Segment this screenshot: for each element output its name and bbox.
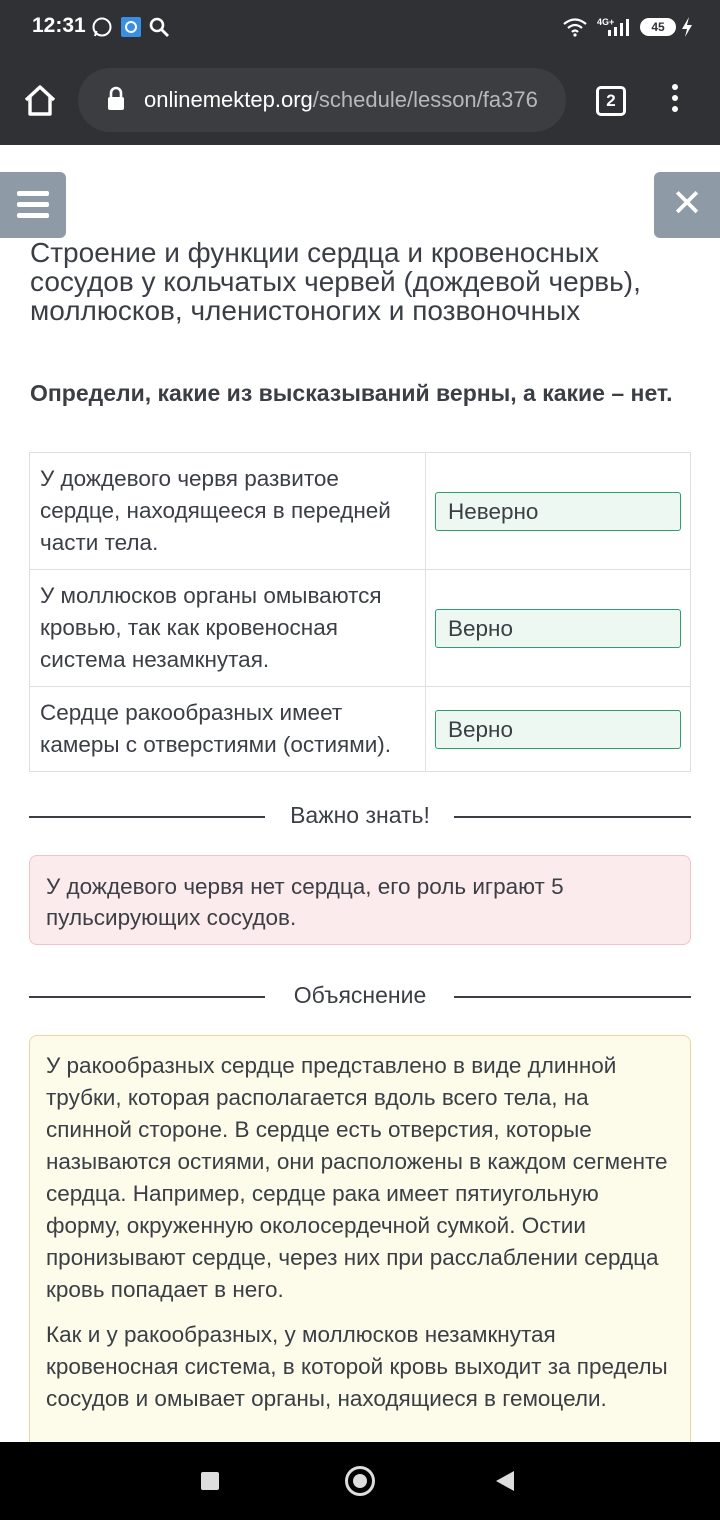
recents-icon[interactable] xyxy=(201,1472,219,1490)
tab-switcher-button[interactable] xyxy=(596,86,626,116)
statement-cell: У дождевого червя развитое сердце, находящееся в передней части тела. xyxy=(30,453,426,570)
answer-select[interactable]: Неверно xyxy=(435,492,681,531)
table-row xyxy=(30,453,691,570)
task-prompt: Определи, какие из высказываний верны, а какие – нет. xyxy=(30,380,673,406)
lesson-title: Строение и функции сердца и кровеносных сосудов у кольчатых червей (дождевой червь), моллюсков, членистоногих и позвоночных xyxy=(30,237,641,326)
app-icon xyxy=(120,16,142,38)
browser-toolbar xyxy=(0,56,720,145)
search-icon xyxy=(148,16,170,38)
navigation-bar xyxy=(0,1442,720,1520)
close-icon[interactable]: ✕ xyxy=(654,172,720,238)
statement-cell: Сердце ракообразных имеет камеры с отверстиями (остиями). xyxy=(30,687,426,772)
signal-icon xyxy=(606,16,632,38)
answer-table xyxy=(29,452,691,772)
explanation-box xyxy=(29,1035,691,1455)
home-nav-icon[interactable] xyxy=(345,1466,375,1496)
important-note: У дождевого червя нет сердца, его роль играют 5 пульсирующих сосудов. xyxy=(29,855,691,945)
url-text[interactable] xyxy=(144,87,538,113)
status-time: 12:31 xyxy=(32,14,86,37)
table-row xyxy=(30,687,691,772)
answer-select[interactable]: Верно xyxy=(435,609,681,648)
explanation-divider xyxy=(29,979,691,1013)
answer-cell xyxy=(426,687,691,772)
explanation-heading: Объяснение xyxy=(293,982,427,1008)
lock-icon xyxy=(106,86,126,112)
battery-level: 45 xyxy=(651,20,665,34)
explanation-paragraph: У ракообразных сердце представлено в виде длинной трубки, которая располагается вдоль всего тела, на спинной стороне. В сердце есть отверстия, которые называются остиями, они расположены в каждом сегменте сердца. Например, сердце рака имеет пятиугольную форму, окруженную околосердечной сумкой. Остии пронизывают сердце, через них при расслаблении сердца кровь попадает в него. xyxy=(46,1053,668,1302)
back-icon[interactable] xyxy=(496,1471,514,1491)
charging-icon xyxy=(680,16,694,38)
status-bar xyxy=(0,0,720,56)
home-icon[interactable] xyxy=(22,83,58,119)
whatsapp-icon xyxy=(91,16,113,38)
important-divider xyxy=(29,799,691,833)
explanation-paragraph: Как и у ракообразных, у моллюсков незамкнутая кровеносная система, в которой кровь выходит за пределы сосудов и омывает органы, находящиеся в гемоцели. xyxy=(46,1322,668,1411)
battery-icon xyxy=(640,18,676,36)
url-path: /schedule/lesson/fa376 xyxy=(312,87,538,112)
tab-count: 2 xyxy=(606,91,616,110)
address-bar[interactable] xyxy=(78,68,566,132)
answer-select[interactable]: Верно xyxy=(435,710,681,749)
url-host: onlinemektep.org xyxy=(144,87,313,112)
network-type: 4G+ xyxy=(597,17,615,27)
important-heading: Важно знать! xyxy=(290,802,430,828)
table-row xyxy=(30,570,691,687)
wifi-icon xyxy=(562,16,588,38)
answer-cell xyxy=(426,453,691,570)
statement-cell: У моллюсков органы омываются кровью, так как кровеносная система незамкнутая. xyxy=(30,570,426,687)
answer-cell xyxy=(426,570,691,687)
more-menu-icon[interactable] xyxy=(668,84,682,118)
menu-icon[interactable] xyxy=(0,172,66,238)
